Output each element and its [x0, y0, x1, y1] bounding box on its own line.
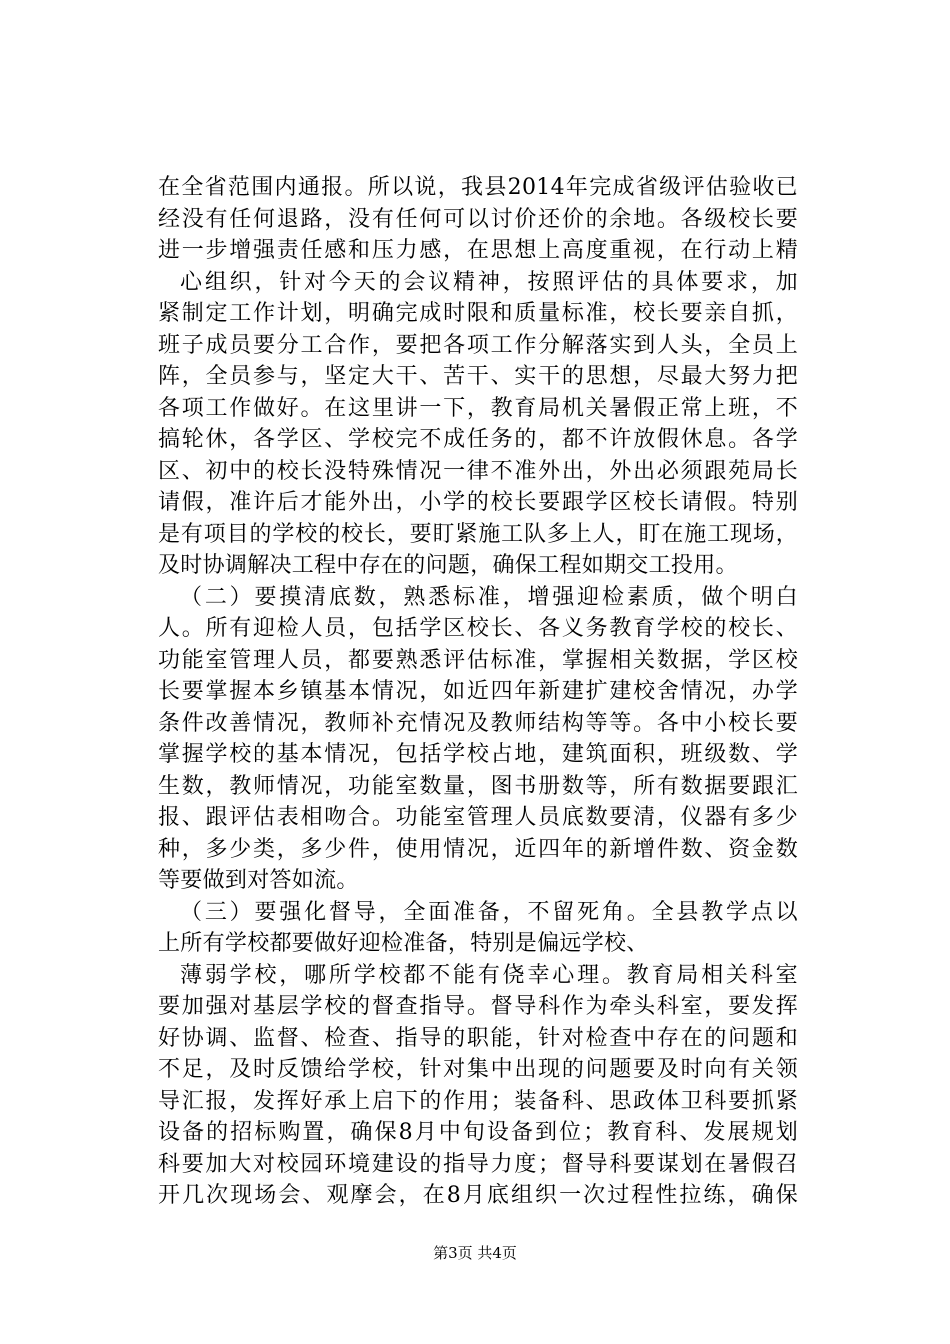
text-line: 在全省范围内通报。所以说，我县2014年完成省级评估验收已 [158, 175, 798, 200]
text-line: 要加强对基层学校的督查指导。督导科作为牵头科室，要发挥 [158, 994, 798, 1019]
text-line: 是有项目的学校的校长，要盯紧施工队多上人，盯在施工现场， [158, 521, 798, 547]
text-line: 设备的招标购置，确保8月中旬设备到位；教育科、发展规划 [158, 1120, 798, 1145]
body-text [158, 172, 798, 1212]
text-line: 长要掌握本乡镇基本情况，如近四年新建扩建校舍情况，办学 [158, 679, 798, 704]
text-line: 请假，准许后才能外出，小学的校长要跟学区校长请假。特别 [158, 490, 798, 515]
text-line: 搞轮休，各学区、学校完不成任务的，都不许放假休息。各学 [158, 427, 798, 452]
text-line: 及时协调解决工程中存在的问题，确保工程如期交工投用。 [158, 553, 738, 578]
text-line: 薄弱学校，哪所学校都不能有侥幸心理。教育局相关科室 [180, 962, 798, 988]
text-line: 上所有学校都要做好迎检准备，特别是偏远学校、 [158, 931, 649, 956]
text-line: 区、初中的校长没特殊情况一律不准外出，外出必须跟苑局长 [158, 458, 798, 484]
text-line: 阵，全员参与，坚定大干、苦干、实干的思想，尽最大努力把 [158, 364, 798, 389]
text-line: 开几次现场会、观摩会，在8月底组织一次过程性拉练，确保 [158, 1183, 798, 1208]
text-line: 导汇报，发挥好承上启下的作用；装备科、思政体卫科要抓紧 [158, 1088, 798, 1114]
text-line: （二）要摸清底数，熟悉标准，增强迎检素质，做个明白 [180, 584, 798, 610]
text-line: 心组织，针对今天的会议精神，按照评估的具体要求，加 [180, 269, 798, 295]
text-line: 紧制定工作计划，明确完成时限和质量标准，校长要亲自抓， [158, 301, 798, 326]
text-line: 条件改善情况，教师补充情况及教师结构等等。各中小校长要 [158, 710, 798, 736]
text-line: 进一步增强责任感和压力感，在思想上高度重视，在行动上精 [158, 238, 798, 263]
text-line: （三）要强化督导，全面准备，不留死角。全县教学点以 [180, 899, 798, 925]
text-line: 等要做到对答如流。 [158, 868, 359, 893]
text-line: 班子成员要分工合作，要把各项工作分解落实到人头，全员上 [158, 332, 798, 358]
text-line: 人。所有迎检人员，包括学区校长、各义务教育学校的校长、 [158, 616, 798, 641]
text-line: 不足，及时反馈给学校，针对集中出现的问题要及时向有关领 [158, 1057, 798, 1082]
text-line: 好协调、监督、检查、指导的职能，针对检查中存在的问题和 [158, 1025, 798, 1051]
text-line: 功能室管理人员，都要熟悉评估标准，掌握相关数据，学区校 [158, 647, 798, 673]
text-line: 生数，教师情况，功能室数量，图书册数等，所有数据要跟汇 [158, 773, 798, 799]
text-line: 科要加大对校园环境建设的指导力度；督导科要谋划在暑假召 [158, 1151, 798, 1177]
text-line: 掌握学校的基本情况，包括学校占地，建筑面积，班级数、学 [158, 742, 798, 767]
text-line: 各项工作做好。在这里讲一下，教育局机关暑假正常上班，不 [158, 395, 798, 421]
text-line: 报、跟评估表相吻合。功能室管理人员底数要清，仪器有多少 [158, 805, 798, 830]
text-line: 经没有任何退路，没有任何可以讨价还价的余地。各级校长要 [158, 206, 798, 232]
page-footer: 第3页 共4页 [433, 1244, 517, 1262]
text-line: 种，多少类，多少件，使用情况，近四年的新增件数、资金数 [158, 836, 798, 862]
